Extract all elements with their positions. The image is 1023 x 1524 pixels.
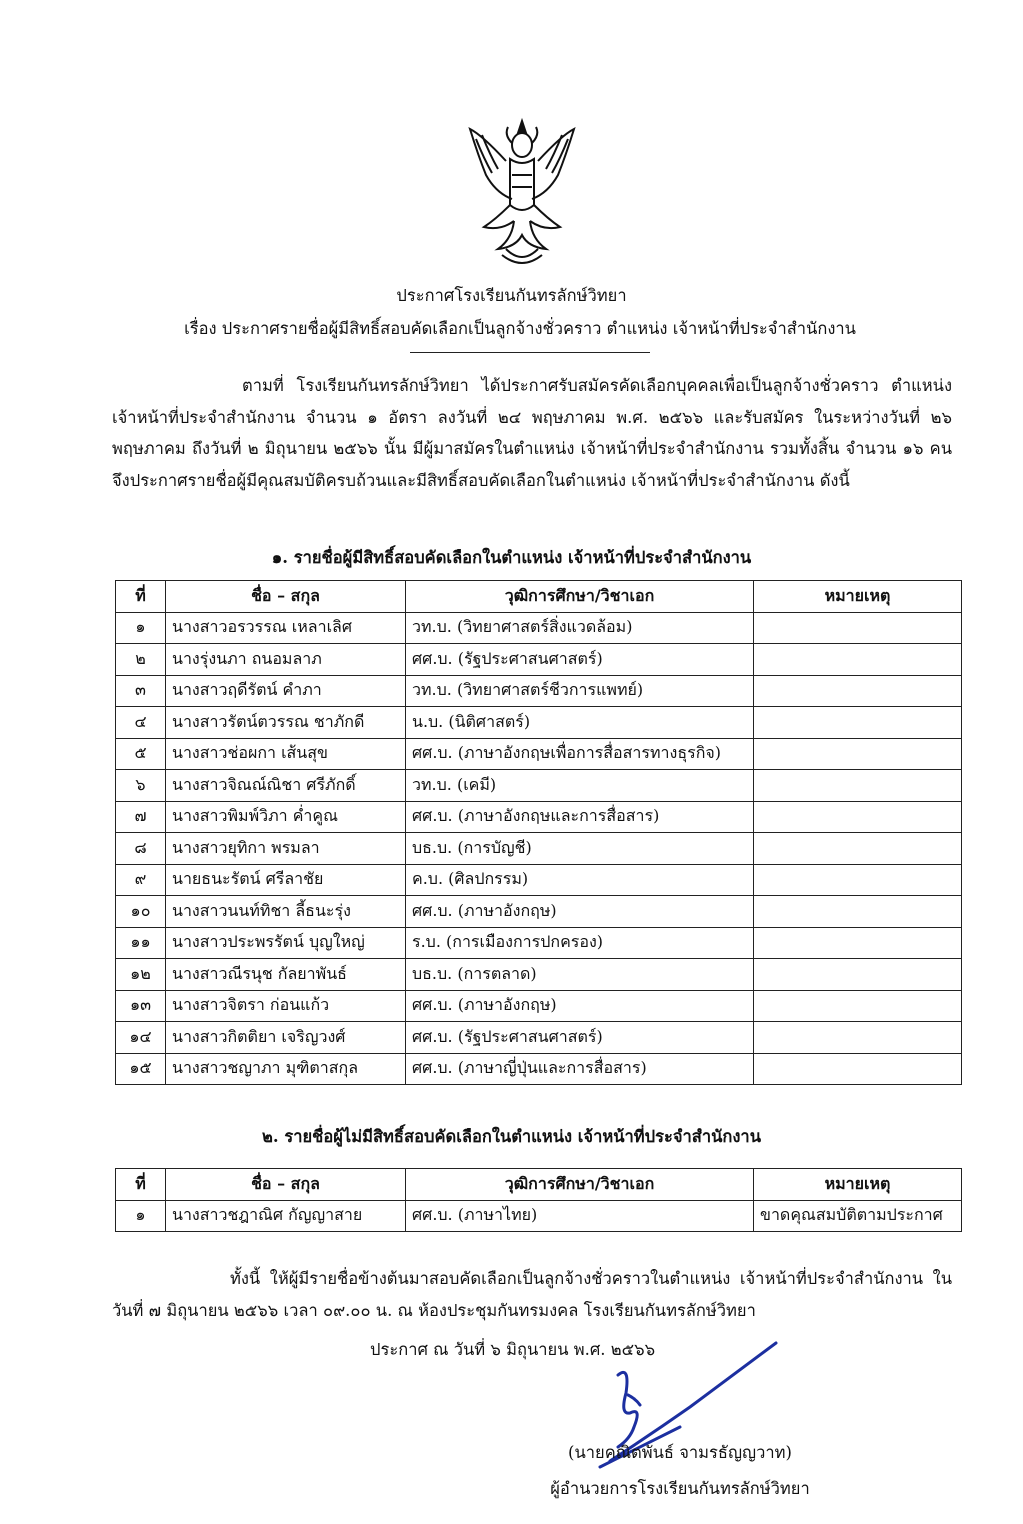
candidate-remark bbox=[754, 738, 962, 770]
candidate-qualification: ศศ.บ. (ภาษาอังกฤษ) bbox=[406, 896, 754, 928]
candidate-qualification: ศศ.บ. (ภาษาอังกฤษและการสื่อสาร) bbox=[406, 801, 754, 833]
candidate-remark bbox=[754, 770, 962, 802]
intro-paragraph: ตามที่ โรงเรียนกันทรลักษ์วิทยา ได้ประกาศรับสมัครคัดเลือกบุคคลเพื่อเป็นลูกจ้างชั่วคราว ตำแหน่ง เจ้าหน้าที่ประจำสำนักงาน จำนวน ๑ อัตรา ลงวันที่ ๒๔ พฤษภาคม พ.ศ. ๒๕๖๖ และรับสมัคร ในระหว่างวันที่ ๒๖ พฤษภาคม ถึงวันที่ ๒ มิถุนายน ๒๕๖๖ นั้น มีผู้มาสมัครในตำแหน่ง เจ้าหน้าที่ประจำสำนักงาน รวมทั้งสิ้น จำนวน ๑๖ คน จึงประกาศรายชื่อผู้มีคุณสมบัติครบถ้วนและมีสิทธิ์สอบคัดเลือกในตำแหน่ง เจ้าหน้าที่ประจำสำนักงาน ดังนี้ bbox=[112, 376, 952, 490]
row-number: ๔ bbox=[116, 707, 166, 739]
table-row bbox=[116, 896, 962, 928]
candidate-remark bbox=[754, 1053, 962, 1085]
candidate-name: นายธนะรัตน์ ศรีลาชัย bbox=[166, 864, 406, 896]
row-number: ๙ bbox=[116, 864, 166, 896]
candidate-qualification: วท.บ. (วิทยาศาสตร์สิ่งแวดล้อม) bbox=[406, 612, 754, 644]
closing-paragraph: ทั้งนี้ ให้ผู้มีรายชื่อข้างต้นมาสอบคัดเลือกเป็นลูกจ้างชั่วคราวในตำแหน่ง เจ้าหน้าที่ประจำสำนักงาน ในวันที่ ๗ มิถุนายน ๒๕๖๖ เวลา ๐๙.๐๐ น. ณ ห้องประชุมกันทรมงคล โรงเรียนกันทรลักษ์วิทยา bbox=[112, 1269, 952, 1320]
table-row bbox=[116, 1022, 962, 1054]
signer-title: ผู้อำนวยการโรงเรียนกันทรลักษ์วิทยา bbox=[550, 1479, 810, 1498]
row-number: ๒ bbox=[116, 644, 166, 676]
candidate-remark bbox=[754, 675, 962, 707]
candidate-qualification: ค.บ. (ศิลปกรรม) bbox=[406, 864, 754, 896]
column-header-qualification: วุฒิการศึกษา/วิชาเอก bbox=[406, 1169, 754, 1201]
row-number: ๕ bbox=[116, 738, 166, 770]
section2-heading: ๒. รายชื่อผู้ไม่มีสิทธิ์สอบคัดเลือกในตำแหน่ง เจ้าหน้าที่ประจำสำนักงาน bbox=[262, 1127, 761, 1146]
column-header-no: ที่ bbox=[116, 581, 166, 613]
table-row bbox=[116, 801, 962, 833]
row-number: ๖ bbox=[116, 770, 166, 802]
table-row bbox=[116, 770, 962, 802]
candidate-name: นางสาวกิตติยา เจริญวงศ์ bbox=[166, 1022, 406, 1054]
row-number: ๑๔ bbox=[116, 1022, 166, 1054]
candidate-remark bbox=[754, 896, 962, 928]
table-row bbox=[116, 612, 962, 644]
row-number: ๗ bbox=[116, 801, 166, 833]
table-row bbox=[116, 959, 962, 991]
candidate-qualification: ศศ.บ. (ภาษาอังกฤษเพื่อการสื่อสารทางธุรกิจ) bbox=[406, 738, 754, 770]
table-row bbox=[116, 675, 962, 707]
candidate-qualification: วท.บ. (เคมี) bbox=[406, 770, 754, 802]
table-row bbox=[116, 707, 962, 739]
table-row bbox=[116, 833, 962, 865]
candidate-qualification: ร.บ. (การเมืองการปกครอง) bbox=[406, 927, 754, 959]
candidate-remark bbox=[754, 707, 962, 739]
candidate-remark bbox=[754, 927, 962, 959]
column-header-remark: หมายเหตุ bbox=[754, 1169, 962, 1201]
table-row bbox=[116, 927, 962, 959]
candidate-qualification: น.บ. (นิติศาสตร์) bbox=[406, 707, 754, 739]
candidate-name: นางสาวพิมพ์วิภา ค่ำคูณ bbox=[166, 801, 406, 833]
column-header-no: ที่ bbox=[116, 1169, 166, 1201]
candidate-remark bbox=[754, 990, 962, 1022]
candidate-remark bbox=[754, 959, 962, 991]
candidate-remark bbox=[754, 864, 962, 896]
candidate-qualification: ศศ.บ. (ภาษาญี่ปุ่นและการสื่อสาร) bbox=[406, 1053, 754, 1085]
table-row bbox=[116, 864, 962, 896]
row-number: ๘ bbox=[116, 833, 166, 865]
table-row bbox=[116, 1053, 962, 1085]
garuda-emblem-icon bbox=[462, 115, 582, 275]
table-row bbox=[116, 990, 962, 1022]
candidate-qualification: บธ.บ. (การบัญชี) bbox=[406, 833, 754, 865]
candidate-name: นางสาวชฎาณิศ กัญญาสาย bbox=[166, 1200, 406, 1232]
table-row bbox=[116, 738, 962, 770]
candidate-name: นางสาวนนท์ทิชา ลี้ธนะรุ่ง bbox=[166, 896, 406, 928]
row-number: ๑๕ bbox=[116, 1053, 166, 1085]
candidate-name: นางสาวจิณณ์ณิชา ศรีภักดิ์ bbox=[166, 770, 406, 802]
announcement-date: ประกาศ ณ วันที่ ๖ มิถุนายน พ.ศ. ๒๕๖๖ bbox=[370, 1340, 656, 1359]
eligible-candidates-table bbox=[115, 580, 962, 1085]
table-row bbox=[116, 644, 962, 676]
candidate-name: นางรุ่งนภา ถนอมลาภ bbox=[166, 644, 406, 676]
candidate-remark bbox=[754, 833, 962, 865]
column-header-name: ชื่อ – สกุล bbox=[166, 1169, 406, 1201]
row-number: ๑ bbox=[116, 1200, 166, 1232]
candidate-qualification: ศศ.บ. (ภาษาอังกฤษ) bbox=[406, 990, 754, 1022]
signer-name: (นายคณิตพันธ์ จามรธัญญวาท) bbox=[568, 1443, 792, 1462]
table-header-row bbox=[116, 1169, 962, 1201]
ineligible-candidates-table bbox=[115, 1168, 962, 1232]
column-header-name: ชื่อ – สกุล bbox=[166, 581, 406, 613]
candidate-name: นางสาวช่อผกา เส้นสุข bbox=[166, 738, 406, 770]
candidate-name: นางสาวยุทิกา พรมลา bbox=[166, 833, 406, 865]
column-header-qualification: วุฒิการศึกษา/วิชาเอก bbox=[406, 581, 754, 613]
table-header-row bbox=[116, 581, 962, 613]
candidate-qualification: ศศ.บ. (รัฐประศาสนศาสตร์) bbox=[406, 644, 754, 676]
candidate-name: นางสาวฤดีรัตน์ คำภา bbox=[166, 675, 406, 707]
title-divider bbox=[410, 352, 650, 353]
table-row bbox=[116, 1200, 962, 1232]
candidate-name: นางสาวจิตรา ก่อนแก้ว bbox=[166, 990, 406, 1022]
row-number: ๑๑ bbox=[116, 927, 166, 959]
candidate-remark: ขาดคุณสมบัติตามประกาศ bbox=[754, 1200, 962, 1232]
candidate-remark bbox=[754, 644, 962, 676]
candidate-name: นางสาวณีรนุช กัลยาพันธ์ bbox=[166, 959, 406, 991]
row-number: ๑๐ bbox=[116, 896, 166, 928]
candidate-name: นางสาวอรวรรณ เหลาเลิศ bbox=[166, 612, 406, 644]
candidate-qualification: วท.บ. (วิทยาศาสตร์ชีวการแพทย์) bbox=[406, 675, 754, 707]
row-number: ๓ bbox=[116, 675, 166, 707]
candidate-remark bbox=[754, 1022, 962, 1054]
candidate-remark bbox=[754, 612, 962, 644]
candidate-qualification: ศศ.บ. (ภาษาไทย) bbox=[406, 1200, 754, 1232]
section1-heading: ๑. รายชื่อผู้มีสิทธิ์สอบคัดเลือกในตำแหน่ง เจ้าหน้าที่ประจำสำนักงาน bbox=[271, 548, 752, 567]
row-number: ๑๓ bbox=[116, 990, 166, 1022]
announcement-title: ประกาศโรงเรียนกันทรลักษ์วิทยา bbox=[396, 286, 627, 305]
column-header-remark: หมายเหตุ bbox=[754, 581, 962, 613]
candidate-remark bbox=[754, 801, 962, 833]
candidate-name: นางสาวชญาภา มุฑิตาสกุล bbox=[166, 1053, 406, 1085]
row-number: ๑๒ bbox=[116, 959, 166, 991]
announcement-subject: เรื่อง ประกาศรายชื่อผู้มีสิทธิ์สอบคัดเลือกเป็นลูกจ้างชั่วคราว ตำแหน่ง เจ้าหน้าที่ประจำสำนักงาน bbox=[184, 319, 856, 338]
candidate-qualification: บธ.บ. (การตลาด) bbox=[406, 959, 754, 991]
row-number: ๑ bbox=[116, 612, 166, 644]
candidate-name: นางสาวรัตน์ตวรรณ ชาภักดี bbox=[166, 707, 406, 739]
candidate-name: นางสาวประพรรัตน์ บุญใหญ่ bbox=[166, 927, 406, 959]
candidate-qualification: ศศ.บ. (รัฐประศาสนศาสตร์) bbox=[406, 1022, 754, 1054]
